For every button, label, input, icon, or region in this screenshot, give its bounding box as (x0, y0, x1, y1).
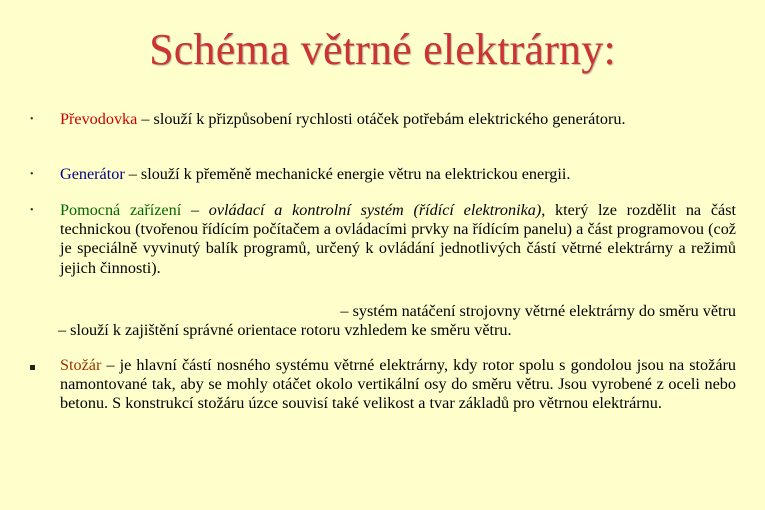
item-dash: – (181, 201, 209, 219)
item-text: – je hlavní částí nosného systému větrné elektrárny, kdy rotor spolu s gondolou jsou na stožáru namontované tak, aby se mohly otáčet okolo vertikální osy do směru větru. Jsou vyrobené z oceli nebo betonu. S konstrukcí stožáru úzce souvisí také velikost a tvar základů pro větrnou elektrárnu. (60, 356, 736, 413)
list-item-generator (60, 165, 736, 184)
item-text: – slouží k přeměně mechanické energie větru na elektrickou energii. (124, 165, 571, 183)
bullet-icon: • (30, 169, 34, 180)
item-text: – slouží k přizpůsobení rychlosti otáček potřebám elektrického generátoru. (137, 110, 626, 128)
list-item-pomocna-zarizeni (60, 201, 736, 278)
term-prevodovka: Převodovka (60, 110, 138, 128)
bullet-icon: • (30, 114, 34, 125)
page-title: Schéma větrné elektrárny: (149, 25, 616, 74)
square-bullet-icon (30, 365, 35, 370)
italic-line: – systém natáčení strojovny větrné elektrárny do směru větru (340, 302, 736, 320)
term-generator: Generátor (60, 165, 125, 183)
bullet-icon: • (30, 205, 34, 216)
term-pomocna-zarizeni: Pomocná zařízení (60, 201, 182, 219)
term-stozar: Stožár (60, 356, 102, 374)
item-text: , který lze rozdělit na část technickou (tvořenou řídícím počítačem a ovládacími prvky na řídícím panelu) a část programovou (což je speciálně vyvinutý balík programů, určený k ovládání jednotlivých částí větrné elektrárny a režimů jejich činnosti). (60, 201, 737, 277)
list-item-stozar (60, 356, 736, 414)
list-item-natáčení: – slouží k zajištění správné orientace rotoru vzhledem ke směru větru. (58, 321, 512, 339)
list-item-prevodovka (60, 110, 736, 129)
item-italic: ovládací a kontrolní systém (řídící elektronika) (208, 201, 542, 219)
